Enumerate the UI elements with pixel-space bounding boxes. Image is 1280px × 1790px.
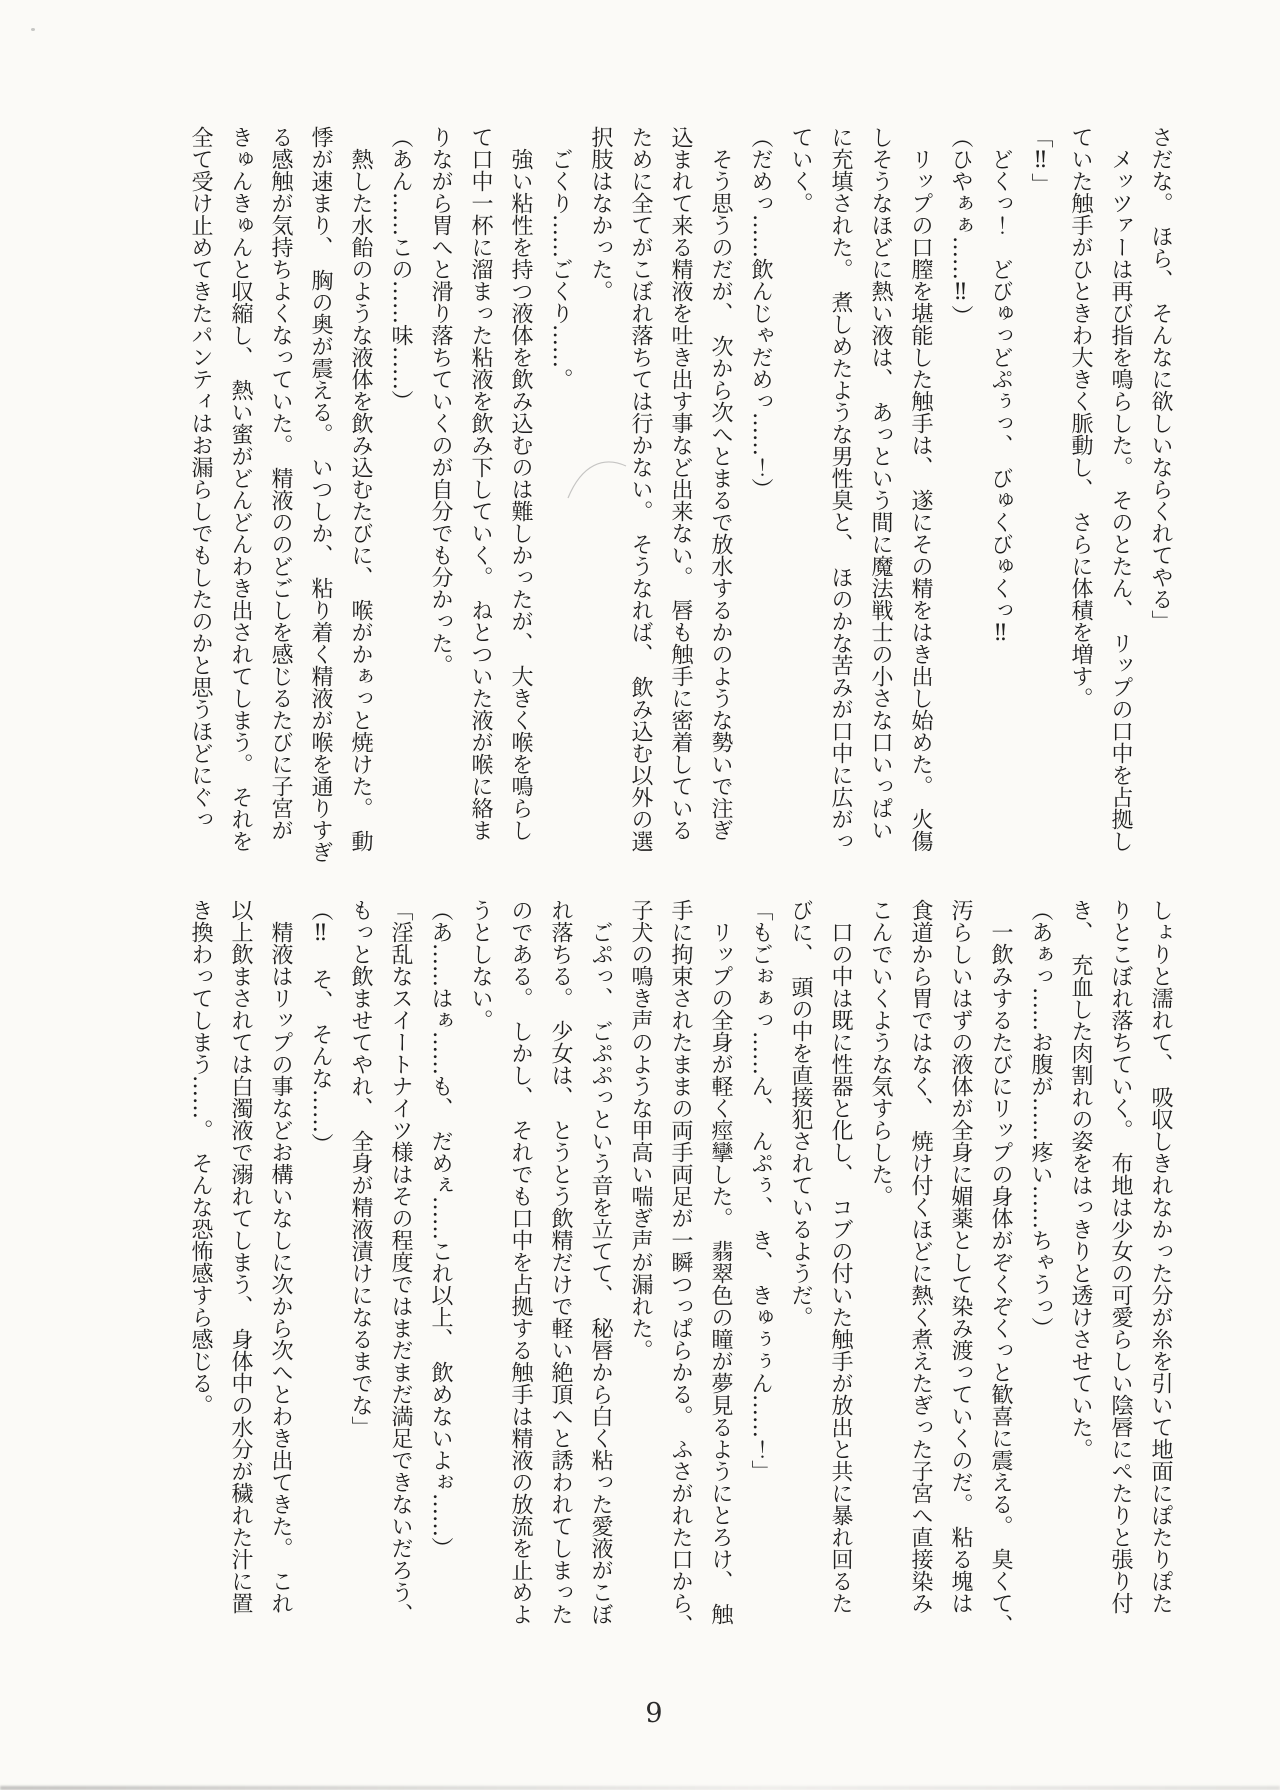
text-column: 以上飲まされては白濁液で溺れてしまう、 身体中の水分が穢れた汁に置 <box>228 899 253 1614</box>
text-column: （あ……はぁ……も、 だめぇ……これ以上、 飲めないよぉ……） <box>428 899 453 1559</box>
text-column: もっと飲ませてやれ、 全身が精液漬けになるまでな」 <box>348 899 373 1438</box>
text-column: きゅんきゅんと収縮し、 熱い蜜がどんどんわき出されてしまう。 それを <box>228 126 253 852</box>
text-column: き、 充血した肉割れの姿をはっきりと透けさせていた。 <box>1068 899 1093 1460</box>
text-block-lower <box>180 899 1180 1674</box>
text-column: しそうなほどに熱い液は、 あっという間に魔法戦士の小さな口いっぱい <box>868 126 893 841</box>
text-column: ごくり……ごくり……。 <box>548 126 573 390</box>
text-block-upper <box>180 126 1180 901</box>
text-column: 手に拘束されたままの両手両足が一瞬つっぱらかる。 ふさがれた口から、 <box>668 899 693 1636</box>
text-column: 「もごぉぁっ……ん、 んぷぅ、 き、 きゅぅぅん……！」 <box>748 899 773 1482</box>
text-column: 食道から胃ではなく、 焼け付くほどに熱く煮えたぎった子宮へ直接染み <box>908 899 933 1614</box>
text-column: 択肢はなかった。 <box>588 126 613 302</box>
text-column: 強い粘性を持つ液体を飲み込むのは難しかったが、 大きく喉を鳴らし <box>508 126 533 841</box>
page-number: 9 <box>645 1698 663 1729</box>
text-column: りながら胃へと滑り落ちていくのが自分でも分かった。 <box>428 126 453 676</box>
text-column: メッツァーは再び指を鳴らした。 そのとたん、 リップの口中を占拠し <box>1108 126 1133 852</box>
text-column: 悸が速まり、 胸の奥が震える。 いつしか、 粘り着く精液が喉を通りすぎ <box>308 126 333 863</box>
text-column: （だめっ……飲んじゃだめっ……！） <box>748 126 773 500</box>
text-column: リップの全身が軽く痙攣した。 翡翠色の瞳が夢見るようにとろけ、 触 <box>708 899 733 1625</box>
text-column: 全て受け止めてきたパンティはお漏らしでもしたのかと思うほどにぐっ <box>188 126 213 830</box>
text-column: （‼ そ、 そんな……） <box>308 899 333 1155</box>
text-column: 子犬の鳴き声のような甲高い喘ぎ声が漏れた。 <box>628 899 653 1361</box>
text-column: 「‼」 <box>1028 126 1053 195</box>
text-column: 汚らしいはずの液体が全身に媚薬として染み渡っていくのだ。 粘る塊は <box>948 899 973 1614</box>
text-column: 一飲みするたびにリップの身体がぞくぞくっと歓喜に震える。 臭くて、 <box>988 899 1013 1636</box>
text-column: れ落ちる。 少女は、 とうとう飲精だけで軽い絶頂へと誘われてしまった <box>548 899 573 1625</box>
text-column: 込まれて来る精液を吐き出す事など出来ない。 唇も触手に密着している <box>668 126 693 841</box>
text-column: びに、 頭の中を直接犯されているようだ。 <box>788 899 813 1328</box>
text-column: のである。 しかし、 それでも口中を占拠する触手は精液の放流を止めよ <box>508 899 533 1625</box>
text-column: さだな。 ほら、 そんなに欲しいならくれてやる」 <box>1148 126 1173 632</box>
text-column: 熱した水飴のような液体を飲み込むたびに、 喉がかぁっと焼けた。 動 <box>348 126 373 852</box>
text-column: （ひやぁぁ……‼） <box>948 126 973 327</box>
text-column: に充填された。 煮しめたような男性臭と、 ほのかな苦みが口中に広がっ <box>828 126 853 852</box>
text-column: ていた触手がひときわ大きく脈動し、 さらに体積を増す。 <box>1068 126 1093 709</box>
text-column: 精液はリップの事などお構いなしに次から次へとわき出てきた。 これ <box>268 899 293 1614</box>
text-column: （あん……この……味……） <box>388 126 413 412</box>
text-column: て口中一杯に溜まった粘液を飲み下していく。 ねとついた液が喉に絡ま <box>468 126 493 841</box>
scan-speck <box>31 28 35 31</box>
text-column: りとこぼれ落ちていく。 布地は少女の可愛らしい陰唇にぺたりと張り付 <box>1108 899 1133 1614</box>
text-column: （あぁっ……お腹が……疼い……ちゃうっ） <box>1028 899 1053 1339</box>
text-column: る感触が気持ちよくなっていた。 精液ののどごしを感じるたびに子宮が <box>268 126 293 841</box>
text-column: 「淫乱なスイートナイツ様はその程度ではまだまだ満足できないだろう、 <box>388 899 413 1625</box>
text-column: ために全てがこぼれ落ちては行かない。 そうなれば、 飲み込む以外の選 <box>628 126 653 852</box>
text-column: き換わってしまう……。 そんな恐怖感すら感じる。 <box>188 899 213 1416</box>
text-column: しょりと濡れて、 吸収しきれなかった分が糸を引いて地面にぽたりぽた <box>1148 899 1173 1614</box>
text-column: うとしない。 <box>468 899 493 1031</box>
text-column: リップの口膣を堪能した触手は、 遂にその精をはき出し始めた。 火傷 <box>908 126 933 852</box>
scan-edge-smudge <box>0 1786 1280 1790</box>
text-column: そう思うのだが、 次から次へとまるで放水するかのような勢いで注ぎ <box>708 126 733 841</box>
text-column: どくっ！ どびゅっどぷぅっ、 びゅくびゅくっ‼ <box>988 126 1013 646</box>
text-column: 口の中は既に性器と化し、 コブの付いた触手が放出と共に暴れ回るた <box>828 899 853 1614</box>
text-column: こんでいくような気すらした。 <box>868 899 893 1207</box>
text-column: ごぷっ、 ごぷぷっという音を立てて、 秘唇から白く粘った愛液がこぼ <box>588 899 613 1625</box>
text-column: ていく。 <box>788 126 813 214</box>
